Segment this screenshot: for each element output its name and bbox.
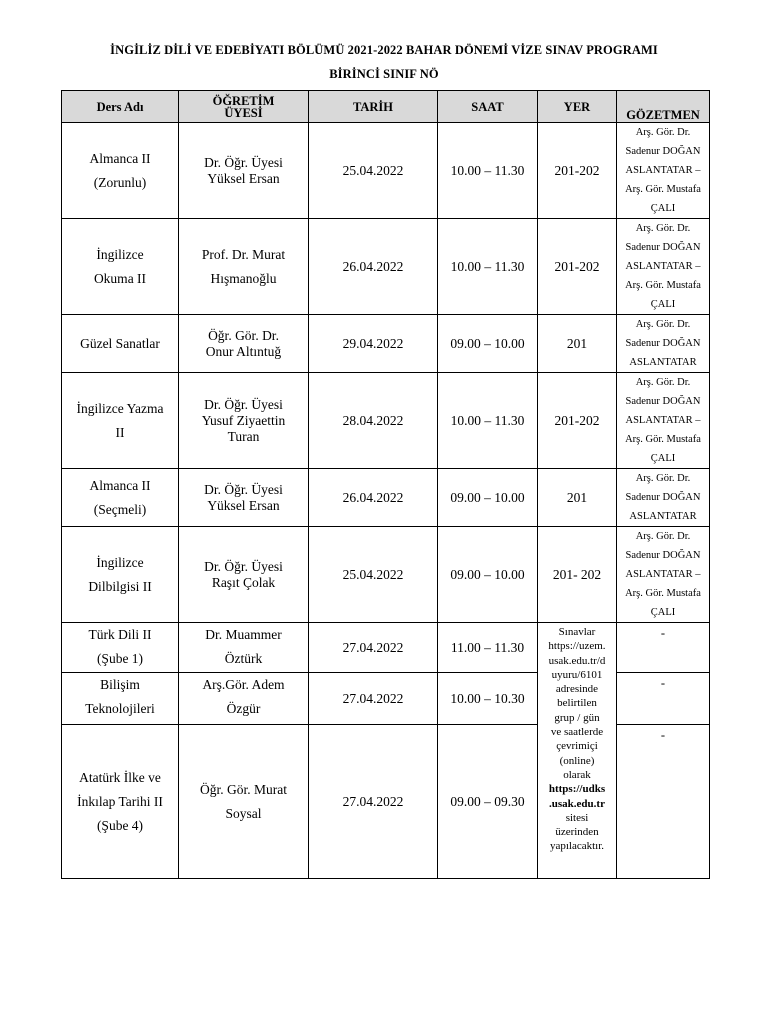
lecturer-cell: Dr. Öğr. Üyesi Yüksel Ersan bbox=[179, 469, 309, 527]
table-row bbox=[62, 469, 710, 527]
course-cell: Atatürk İlke ve İnkılap Tarihi II (Şube 4) bbox=[62, 725, 179, 879]
room-cell: 201-202 bbox=[538, 219, 617, 315]
header-time: SAAT bbox=[438, 91, 538, 123]
online-exam-link: https://udks bbox=[548, 783, 606, 796]
table-row bbox=[62, 373, 710, 469]
exam-schedule-table bbox=[61, 90, 710, 879]
time-cell: 10.00 – 11.30 bbox=[438, 123, 538, 219]
time-cell: 09.00 – 09.30 bbox=[438, 725, 538, 879]
proctor-cell: - bbox=[617, 673, 710, 725]
lecturer-cell: Arş.Gör. Adem Özgür bbox=[179, 673, 309, 725]
course-cell: Bilişim Teknolojileri bbox=[62, 673, 179, 725]
header-date: TARİH bbox=[309, 91, 438, 123]
lecturer-cell: Prof. Dr. Murat Hışmanoğlu bbox=[179, 219, 309, 315]
date-cell: 26.04.2022 bbox=[309, 219, 438, 315]
table-row bbox=[62, 527, 710, 623]
lecturer-cell: Öğr. Gör. Dr. Onur Altıntuğ bbox=[179, 315, 309, 373]
time-cell: 09.00 – 10.00 bbox=[438, 527, 538, 623]
table-row bbox=[62, 623, 710, 673]
course-cell: İngilizce Yazma II bbox=[62, 373, 179, 469]
lecturer-cell: Dr. Öğr. Üyesi Raşıt Çolak bbox=[179, 527, 309, 623]
time-cell: 09.00 – 10.00 bbox=[438, 469, 538, 527]
document-title: İNGİLİZ DİLİ VE EDEBİYATI BÖLÜMÜ 2021-2022 BAHAR DÖNEMİ VİZE SINAV PROGRAMI bbox=[110, 43, 658, 57]
document-subtitle: BİRİNCİ SINIF NÖ bbox=[329, 67, 439, 81]
lecturer-cell: Dr. Muammer Öztürk bbox=[179, 623, 309, 673]
table-row bbox=[62, 123, 710, 219]
time-cell: 10.00 – 11.30 bbox=[438, 373, 538, 469]
proctor-cell: - bbox=[617, 623, 710, 673]
course-cell: İngilizce Dilbilgisi II bbox=[62, 527, 179, 623]
online-exam-note: Sınavlar https://uzem. usak.edu.tr/d uyuru/6101 adresinde belirtilen grup / gün ve saatlerde çevrimiçi (online) olarak https://udks .usak.edu.tr sitesi üzerinden yapılacaktır. bbox=[538, 623, 617, 879]
proctor-cell: - bbox=[617, 725, 710, 879]
proctor-cell: Arş. Gör. Dr. Sadenur DOĞAN ASLANTATAR bbox=[617, 469, 710, 527]
room-cell: 201 bbox=[538, 315, 617, 373]
date-cell: 26.04.2022 bbox=[309, 469, 438, 527]
proctor-cell: Arş. Gör. Dr. Sadenur DOĞAN ASLANTATAR – Arş. Gör. Mustafa ÇALI bbox=[617, 219, 710, 315]
lecturer-cell: Dr. Öğr. Üyesi Yusuf Ziyaettin Turan bbox=[179, 373, 309, 469]
room-cell: 201 bbox=[538, 469, 617, 527]
time-cell: 11.00 – 11.30 bbox=[438, 623, 538, 673]
course-cell: Almanca II (Seçmeli) bbox=[62, 469, 179, 527]
time-cell: 09.00 – 10.00 bbox=[438, 315, 538, 373]
time-cell: 10.00 – 11.30 bbox=[438, 219, 538, 315]
table-row bbox=[62, 315, 710, 373]
date-cell: 27.04.2022 bbox=[309, 725, 438, 879]
header-row bbox=[62, 91, 710, 123]
proctor-cell: Arş. Gör. Dr. Sadenur DOĞAN ASLANTATAR bbox=[617, 315, 710, 373]
course-cell: Türk Dili II (Şube 1) bbox=[62, 623, 179, 673]
date-cell: 28.04.2022 bbox=[309, 373, 438, 469]
lecturer-cell: Öğr. Gör. Murat Soysal bbox=[179, 725, 309, 879]
proctor-cell: Arş. Gör. Dr. Sadenur DOĞAN ASLANTATAR – Arş. Gör. Mustafa ÇALI bbox=[617, 123, 710, 219]
room-cell: 201-202 bbox=[538, 123, 617, 219]
course-cell: Almanca II (Zorunlu) bbox=[62, 123, 179, 219]
room-cell: 201- 202 bbox=[538, 527, 617, 623]
header-course: Ders Adı bbox=[62, 91, 179, 123]
header-room: YER bbox=[538, 91, 617, 123]
course-cell: İngilizce Okuma II bbox=[62, 219, 179, 315]
time-cell: 10.00 – 10.30 bbox=[438, 673, 538, 725]
date-cell: 29.04.2022 bbox=[309, 315, 438, 373]
date-cell: 25.04.2022 bbox=[309, 527, 438, 623]
online-exam-link: .usak.edu.tr bbox=[549, 797, 605, 810]
date-cell: 25.04.2022 bbox=[309, 123, 438, 219]
header-lecturer: ÖĞRETİM ÜYESİ bbox=[179, 91, 309, 123]
course-cell: Güzel Sanatlar bbox=[62, 315, 179, 373]
table-row bbox=[62, 219, 710, 315]
lecturer-cell: Dr. Öğr. Üyesi Yüksel Ersan bbox=[179, 123, 309, 219]
header-proctor: GÖZETMEN bbox=[617, 91, 710, 123]
room-cell: 201-202 bbox=[538, 373, 617, 469]
proctor-cell: Arş. Gör. Dr. Sadenur DOĞAN ASLANTATAR – Arş. Gör. Mustafa ÇALI bbox=[617, 373, 710, 469]
proctor-cell: Arş. Gör. Dr. Sadenur DOĞAN ASLANTATAR – Arş. Gör. Mustafa ÇALI bbox=[617, 527, 710, 623]
date-cell: 27.04.2022 bbox=[309, 673, 438, 725]
date-cell: 27.04.2022 bbox=[309, 623, 438, 673]
